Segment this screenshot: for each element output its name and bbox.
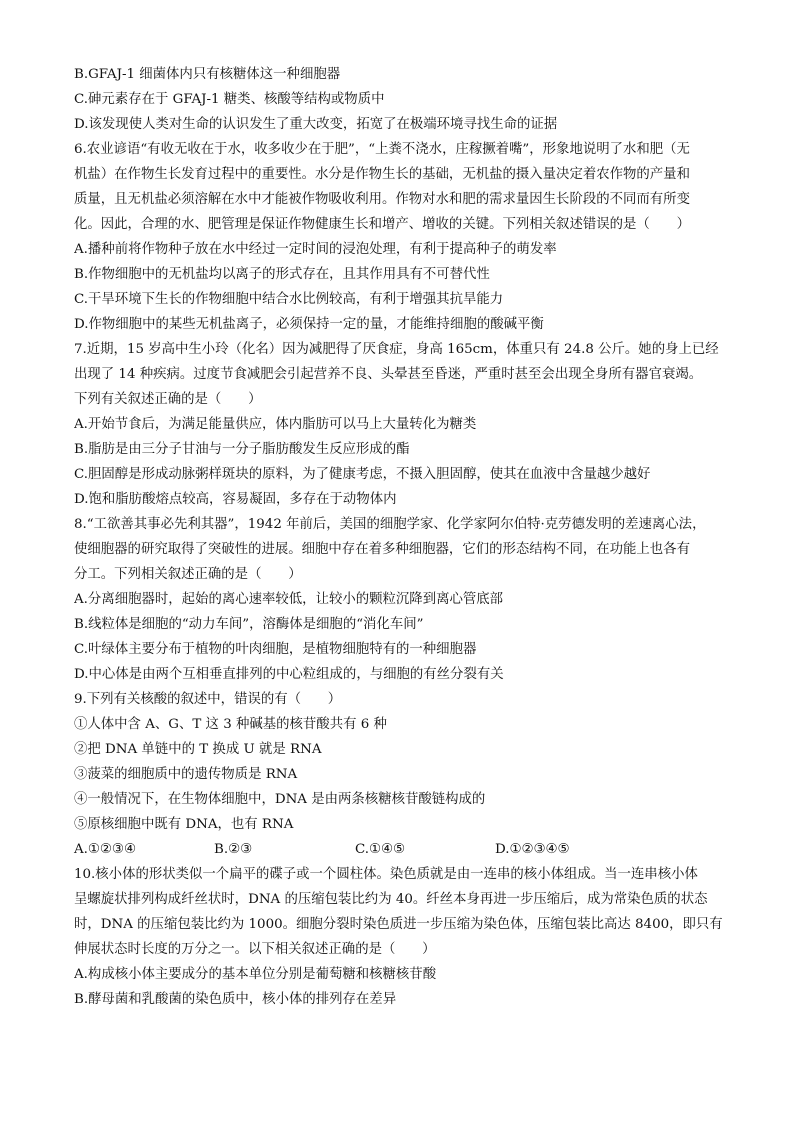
option-line: B.线粒体是细胞的“动力车间”，溶酶体是细胞的“消化车间” xyxy=(74,617,424,632)
text-line: 使细胞器的研究取得了突破性的进展。细胞中存在着多种细胞器，它们的形态结构不同，在功能上也各有 xyxy=(74,542,690,557)
option-line: A.构成核小体主要成分的基本单位分别是葡萄糖和核糖核苷酸 xyxy=(74,967,437,982)
statement-line: ①人体中含 A、G、T 这 3 种碱基的核苷酸共有 6 种 xyxy=(74,717,387,732)
question-7-stem: 7.近期，15 岁高中生小玲（化名）因为减肥得了厌食症，身高 165cm，体重只有 24.8 公斤。她的身上已经 xyxy=(74,342,719,357)
option-line: C.胆固醇是形成动脉粥样斑块的原料，为了健康考虑，不摄入胆固醇，使其在血液中含量越少越好 xyxy=(74,467,651,482)
text-line: 下列有关叙述正确的是（ ） xyxy=(74,392,262,407)
text-line: 时，DNA 的压缩包装比约为 1000。细胞分裂时染色质进一步压缩为染色体，压缩包装比高达 8400，即只有 xyxy=(74,917,723,932)
option-line: A.分离细胞器时，起始的离心速率较低，让较小的颗粒沉降到离心管底部 xyxy=(74,592,504,607)
statement-line: ③菠菜的细胞质中的遗传物质是 RNA xyxy=(74,767,298,782)
option-d: D.①②③④⑤ xyxy=(495,842,570,857)
question-9-stem: 9.下列有关核酸的叙述中，错误的有（ ） xyxy=(74,692,342,707)
option-line: C.叶绿体主要分布于植物的叶肉细胞，是植物细胞特有的一种细胞器 xyxy=(74,642,477,657)
text-line: 分工。下列相关叙述正确的是（ ） xyxy=(74,567,302,582)
option-line: B.作物细胞中的无机盐均以离子的形式存在，且其作用具有不可替代性 xyxy=(74,267,490,282)
text-line: 机盐）在作物生长发育过程中的重要性。水分是作物生长的基础，无机盐的摄入量决定着农作物的产量和 xyxy=(74,167,690,182)
text-line: 质量，且无机盐必须溶解在水中才能被作物吸收利用。作物对水和肥的需求量因生长阶段的不同而有所变 xyxy=(74,192,690,207)
statement-line: ⑤原核细胞中既有 DNA，也有 RNA xyxy=(74,817,294,832)
question-6-stem: 6.农业谚语“有收无收在于水，收多收少在于肥”，“上粪不浇水，庄稼撅着嘴”，形象地说明了水和肥（无 xyxy=(74,142,690,157)
text-line: 伸展状态时长度的万分之一。以下相关叙述正确的是（ ） xyxy=(74,942,436,957)
option-line: C.干旱环境下生长的作物细胞中结合水比例较高，有利于增强其抗旱能力 xyxy=(74,292,504,307)
text-line: D.该发现使人类对生命的认识发生了重大改变，拓宽了在极端环境寻找生命的证据 xyxy=(74,117,558,132)
option-a: A.①②③④ xyxy=(74,842,136,857)
option-line: D.中心体是由两个互相垂直排列的中心粒组成的，与细胞的有丝分裂有关 xyxy=(74,667,504,682)
option-b: B.②③ xyxy=(214,842,253,857)
statement-line: ②把 DNA 单链中的 T 换成 U 就是 RNA xyxy=(74,742,322,757)
option-line: B.酵母菌和乳酸菌的染色质中，核小体的排列存在差异 xyxy=(74,992,397,1007)
text-line: B.GFAJ-1 细菌体内只有核糖体这一种细胞器 xyxy=(74,67,341,82)
text-line: 出现了 14 种疾病。过度节食减肥会引起营养不良、头晕甚至昏迷，严重时甚至会出现全身所有器官衰竭。 xyxy=(74,367,703,382)
option-line: B.脂肪是由三分子甘油与一分子脂肪酸发生反应形成的酯 xyxy=(74,442,410,457)
statement-line: ④一般情况下，在生物体细胞中，DNA 是由两条核糖核苷酸链构成的 xyxy=(74,792,486,807)
text-line: 化。因此，合理的水、肥管理是保证作物健康生长和增产、增收的关键。下列相关叙述错误的是（ ） xyxy=(74,217,690,232)
option-line: D.饱和脂肪酸熔点较高，容易凝固，多存在于动物体内 xyxy=(74,492,397,507)
text-line: C.砷元素存在于 GFAJ-1 糖类、核酸等结构或物质中 xyxy=(74,92,385,107)
question-8-stem: 8.“工欲善其事必先利其器”，1942 年前后，美国的细胞学家、化学家阿尔伯特·克劳德发明的差速离心法， xyxy=(74,517,706,532)
text-line: 呈螺旋状排列构成纤丝状时，DNA 的压缩包装比约为 40。纤丝本身再进一步压缩后，成为常染色质的状态 xyxy=(74,892,708,907)
exam-content xyxy=(74,62,742,1012)
question-10-stem: 10.核小体的形状类似一个扁平的碟子或一个圆柱体。染色质就是由一连串的核小体组成。当一连串核小体 xyxy=(74,867,698,882)
option-line: A.播种前将作物种子放在水中经过一定时间的浸泡处理，有利于提高种子的萌发率 xyxy=(74,242,557,257)
option-c: C.①④⑤ xyxy=(355,842,406,857)
question-9-options xyxy=(74,837,742,862)
option-line: D.作物细胞中的某些无机盐离子，必须保持一定的量，才能维持细胞的酸碱平衡 xyxy=(74,317,544,332)
option-line: A.开始节食后，为满足能量供应，体内脂肪可以马上大量转化为糖类 xyxy=(74,417,477,432)
